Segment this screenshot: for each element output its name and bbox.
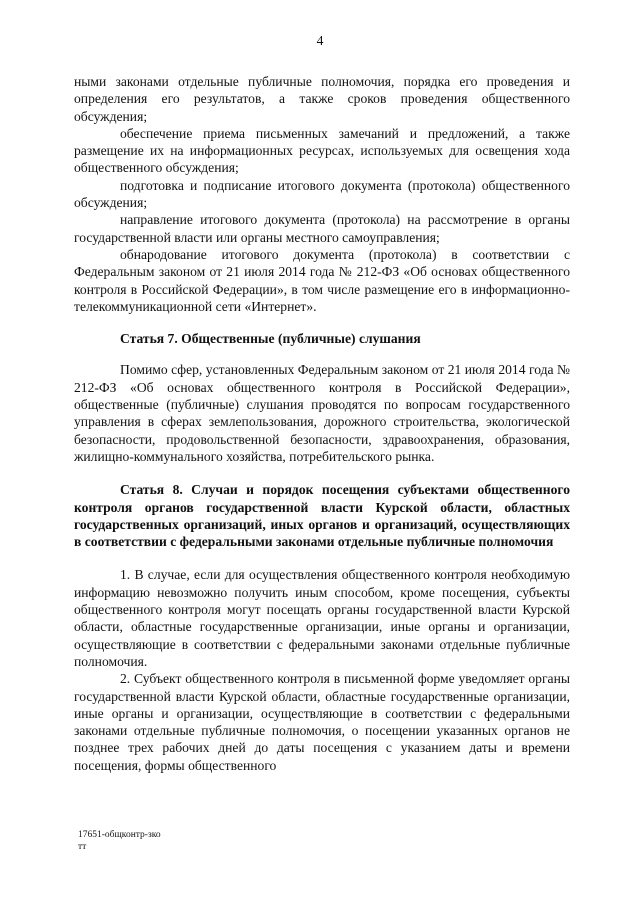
- paragraph-list-item: направление итогового документа (протокола) на рассмотрение в органы государственной власти или органы местного самоуправления;: [74, 212, 570, 245]
- document-footer: [78, 829, 161, 853]
- document-body: [74, 73, 570, 774]
- paragraph-continued: ными законами отдельные публичные полномочия, порядка его проведения и определения его результатов, а также сроков проведения общественного обсуждения;: [74, 74, 570, 124]
- paragraph-list-item: обеспечение приема письменных замечаний и предложений, а также размещение их на информационных ресурсах, используемых для освещения хода общественного обсуждения;: [74, 125, 570, 176]
- footer-file-code: 17651-общконтр-зко: [78, 830, 161, 840]
- paragraph-list-item: обнародование итогового документа (протокола) в соответствии с Федеральным законом от 21 июля 2014 года № 212-ФЗ «Об основах общественного контроля в Российской Федерации», в том числе размещение его в информационно-телекоммуникационной сети «Интернет».: [74, 246, 570, 314]
- article-7-heading: Статья 7. Общественные (публичные) слушания: [120, 331, 421, 347]
- article-8-paragraph-1: 1. В случае, если для осуществления общественного контроля необходимую информацию невозможно получить иным способом, кроме посещения, субъекты общественного контроля могут посещать органы государственной власти Курской области, областные государственные организации, иные органы и организации, осуществляющие в соответствии с федеральными законами отдельные публичные полномочия.: [74, 567, 570, 669]
- paragraph-list-item: подготовка и подписание итогового документа (протокола) общественного обсуждения;: [74, 177, 570, 211]
- footer-initials: тт: [78, 842, 87, 852]
- page-number: 4: [316, 33, 324, 48]
- article-7-text: Помимо сфер, установленных Федеральным законом от 21 июля 2014 года № 212-ФЗ «Об основах общественного контроля в Российской Федерации», общественные (публичные) слушания проводятся по вопросам государственного управления в сферах землепользования, дорожного строительства, экологической безопасности, продовольственной безопасности, здравоохранения, образования, жилищно-коммунального хозяйства, потребительского рынка.: [74, 362, 570, 464]
- article-8-heading: Статья 8. Случаи и порядок посещения субъектами общественного контроля органов государственной власти Курской области, областных государственных организаций, иных органов и организаций, осуществляющих в соответствии с федеральными законами отдельные публичные полномочия: [74, 482, 570, 550]
- article-8-paragraph-2: 2. Субъект общественного контроля в письменной форме уведомляет органы государственной власти Курской области, областные государственные организации, иные органы и организации, осуществляющие в соответствии с федеральными законами отдельные публичные полномочия, о посещении указанных органов не позднее трех рабочих дней до даты посещения с указанием даты и времени посещения, формы общественного: [74, 671, 570, 773]
